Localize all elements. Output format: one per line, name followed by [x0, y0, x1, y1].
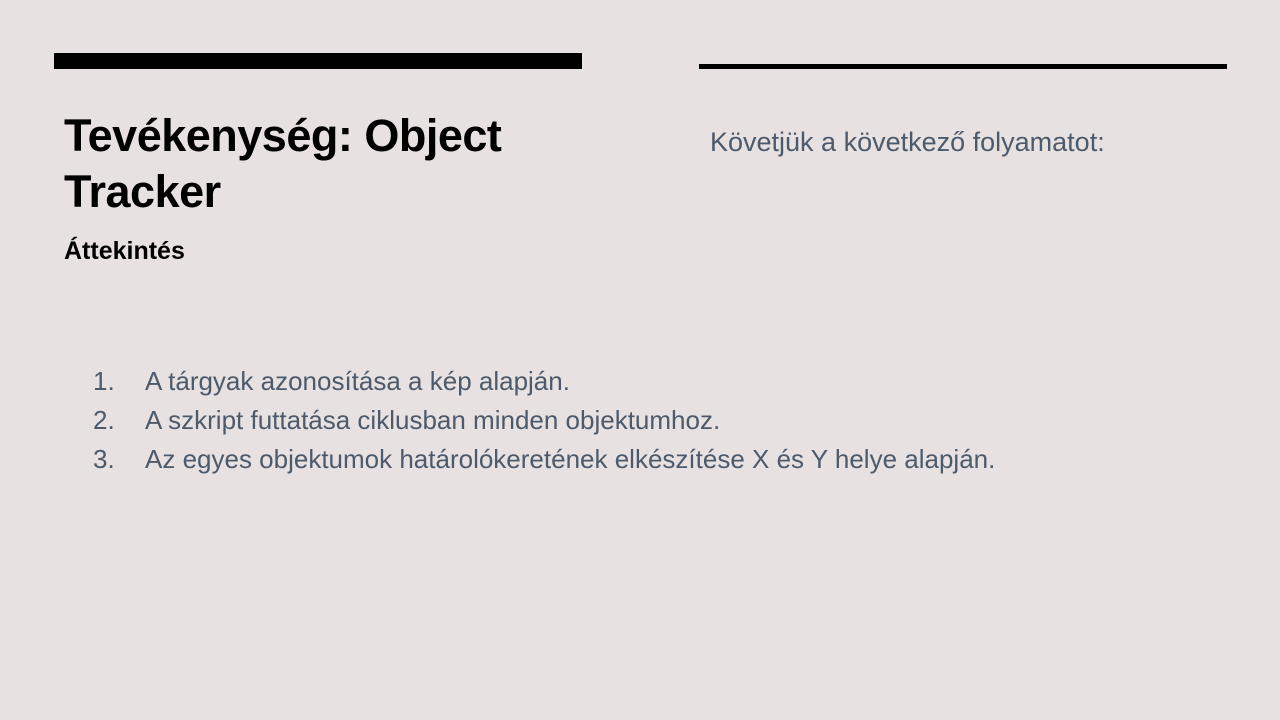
slide-title: Tevékenység: Object Tracker: [64, 110, 502, 217]
list-item-number: 2.: [93, 405, 115, 435]
intro-text: Követjük a következő folyamatot:: [710, 127, 1105, 157]
slide-subtitle: Áttekintés: [64, 237, 185, 265]
list-item-text: A szkript futtatása ciklusban minden objektumhoz.: [145, 405, 721, 435]
list-item-text: A tárgyak azonosítása a kép alapján.: [145, 366, 570, 396]
list-item: [90, 440, 1190, 479]
decorative-bar-right: [699, 64, 1227, 69]
list-item-text: Az egyes objektumok határolókeretének elkészítése X és Y helye alapján.: [145, 444, 996, 474]
list-item: [90, 362, 1190, 401]
decorative-bar-left: [54, 53, 582, 69]
list-item-number: 3.: [93, 444, 115, 474]
list-item-number: 1.: [93, 366, 115, 396]
list-item: [90, 401, 1190, 440]
steps-list: [90, 362, 1190, 479]
